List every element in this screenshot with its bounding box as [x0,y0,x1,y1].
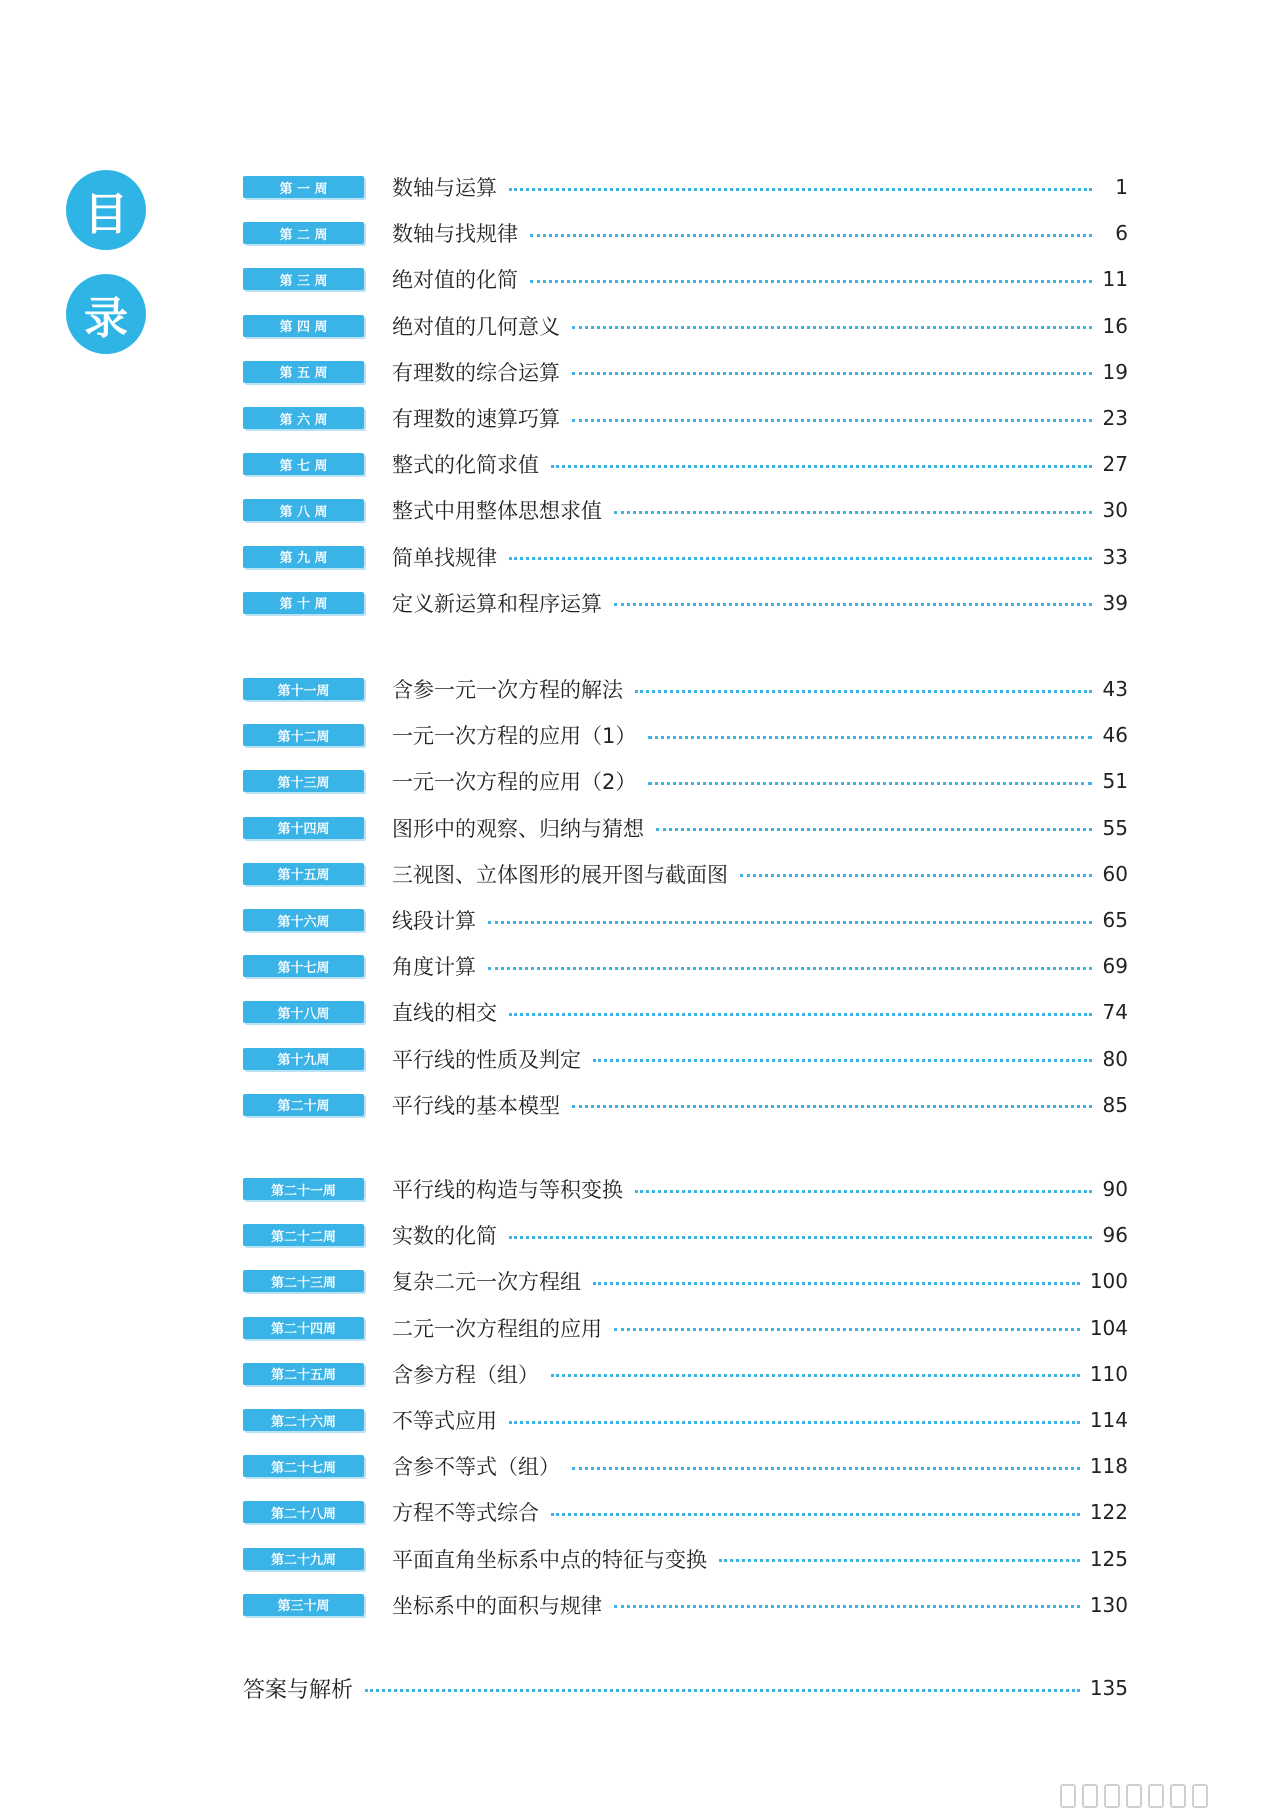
toc-entry[interactable] [243,1359,1128,1389]
toc-entry[interactable] [243,588,1128,618]
dot-leader [572,372,1092,375]
toc-entry[interactable] [243,674,1128,704]
dot-leader [719,1559,1080,1562]
entry-title: 平行线的构造与等积变换 [392,1178,623,1202]
week-badge: 第十一周 [243,678,364,700]
week-badge: 第十二周 [243,724,364,746]
entry-title: 含参不等式（组） [392,1455,560,1480]
dot-leader [648,782,1092,785]
entry-title: 平行线的性质及判定 [392,1047,581,1072]
entry-title: 平面直角坐标系中点的特征与变换 [392,1547,707,1572]
dot-leader [593,1059,1092,1062]
entry-title: 整式中用整体思想求值 [392,499,602,524]
toc-entry[interactable] [243,495,1128,525]
page-number: 16 [1102,313,1128,338]
week-badge: 第 一 周 [243,176,364,198]
toc-entry[interactable] [243,172,1128,202]
week-badge: 第二十九周 [243,1548,364,1570]
page-number: 55 [1102,815,1128,840]
dot-leader [509,557,1092,560]
page-number: 104 [1089,1315,1128,1340]
page-number: 122 [1089,1500,1128,1525]
toc-entry[interactable] [243,264,1128,294]
entry-title: 含参一元一次方程的解法 [392,678,623,702]
page-number: 43 [1102,677,1128,701]
dot-leader [551,1374,1080,1377]
week-badge: 第 十 周 [243,592,364,614]
dot-leader [648,736,1092,739]
toc-entry[interactable] [243,720,1128,750]
toc-entry[interactable] [243,403,1128,433]
entry-title: 复杂二元一次方程组 [392,1270,581,1295]
entry-title: 方程不等式综合 [392,1501,539,1526]
entry-title: 直线的相交 [392,1001,497,1026]
entry-title: 实数的化简 [392,1224,497,1249]
entry-title: 整式的化简求值 [392,453,539,478]
page-number: 110 [1089,1361,1128,1386]
page-number: 19 [1102,359,1128,384]
page-number: 23 [1102,406,1128,430]
entry-title: 简单找规律 [392,545,497,570]
week-badge: 第 七 周 [243,453,364,475]
page-number: 130 [1089,1592,1128,1617]
week-badge: 第 三 周 [243,268,364,290]
dot-leader [572,1467,1080,1470]
entry-title: 线段计算 [392,909,476,933]
toc-entry[interactable] [243,1220,1128,1250]
week-badge: 第十八周 [243,1001,364,1023]
toc-entry[interactable] [243,859,1128,889]
page-number: 85 [1102,1092,1128,1117]
dot-leader [509,188,1092,191]
dot-leader [530,234,1092,237]
dot-leader [551,465,1092,468]
week-badge: 第 四 周 [243,315,364,337]
week-badge: 第二十周 [243,1094,364,1116]
toc-entry[interactable] [243,1044,1128,1074]
toc-title-char-2: 录 [66,274,146,354]
page-number: 65 [1102,908,1128,932]
dot-leader [509,1013,1092,1016]
toc-entry[interactable] [243,1313,1128,1343]
page-number: 51 [1102,769,1128,794]
entry-title: 有理数的速算巧算 [392,407,560,431]
entry-title: 图形中的观察、归纳与猜想 [392,816,644,841]
week-badge: 第二十七周 [243,1455,364,1477]
page-number: 27 [1102,452,1128,477]
entry-title: 二元一次方程组的应用 [392,1316,602,1341]
dot-leader [365,1689,1080,1692]
page-number: 100 [1089,1269,1128,1294]
toc-entry[interactable] [243,1174,1128,1204]
dot-leader [572,1105,1092,1108]
toc-entry[interactable] [243,1405,1128,1435]
toc-entry[interactable] [243,997,1128,1027]
page-number: 90 [1102,1177,1128,1201]
entry-title: 数轴与运算 [392,176,497,200]
answers-entry[interactable] [243,1673,1128,1703]
page-number: 39 [1102,590,1128,615]
dot-leader [509,1236,1092,1239]
toc-entry[interactable] [243,1544,1128,1574]
week-badge: 第二十二周 [243,1224,364,1246]
dot-leader [614,511,1092,514]
dot-leader [530,280,1092,283]
dot-leader [614,1605,1080,1608]
week-badge: 第十五周 [243,863,364,885]
toc-entry[interactable] [243,905,1128,935]
toc-entry[interactable] [243,1090,1128,1120]
toc-entry[interactable] [243,813,1128,843]
watermark-stamp-icon [1060,1782,1250,1808]
page-number: 69 [1102,954,1128,979]
toc-entry[interactable] [243,1451,1128,1481]
toc-entry[interactable] [243,1497,1128,1527]
toc-entry[interactable] [243,1590,1128,1620]
week-badge: 第 六 周 [243,407,364,429]
answers-page-number: 135 [1089,1676,1128,1700]
week-badge: 第二十八周 [243,1501,364,1523]
week-badge: 第 八 周 [243,499,364,521]
dot-leader [572,419,1092,422]
week-badge: 第二十六周 [243,1409,364,1431]
toc-entry[interactable] [243,311,1128,341]
dot-leader [593,1282,1080,1285]
week-badge: 第二十三周 [243,1270,364,1292]
dot-leader [614,1328,1080,1331]
toc-entry[interactable] [243,449,1128,479]
entry-title: 不等式应用 [392,1409,497,1433]
toc-entry[interactable] [243,542,1128,572]
entry-title: 角度计算 [392,955,476,980]
entry-title: 定义新运算和程序运算 [392,591,602,616]
toc-entry[interactable] [243,951,1128,981]
page-number: 96 [1102,1223,1128,1248]
week-badge: 第 二 周 [243,222,364,244]
dot-leader [551,1513,1080,1516]
page-number: 30 [1102,498,1128,523]
page-number: 74 [1102,1000,1128,1025]
page-number: 11 [1102,267,1128,292]
entry-title: 含参方程（组） [392,1362,539,1387]
entry-title: 数轴与找规律 [392,222,518,247]
page-number: 33 [1102,544,1128,569]
entry-title: 绝对值的化简 [392,268,518,293]
toc-entry[interactable] [243,766,1128,796]
dot-leader [614,603,1092,606]
entry-title: 坐标系中的面积与规律 [392,1593,602,1618]
answers-title: 答案与解析 [243,1677,354,1703]
week-badge: 第二十四周 [243,1317,364,1339]
entry-title: 一元一次方程的应用（1） [392,724,637,749]
dot-leader [488,967,1092,970]
dot-leader [740,874,1092,877]
week-badge: 第十三周 [243,770,364,792]
week-badge: 第 五 周 [243,361,364,383]
toc-entry[interactable] [243,357,1128,387]
entry-title: 一元一次方程的应用（2） [392,770,637,795]
week-badge: 第 九 周 [243,546,364,568]
toc-entry[interactable] [243,1266,1128,1296]
toc-title-char-1: 目 [66,170,146,250]
dot-leader [509,1421,1080,1424]
entry-title: 三视图、立体图形的展开图与截面图 [392,862,728,887]
dot-leader [635,690,1092,693]
page-number: 6 [1115,221,1128,246]
week-badge: 第十七周 [243,955,364,977]
dot-leader [635,1190,1092,1193]
entry-title: 有理数的综合运算 [392,360,560,385]
dot-leader [656,828,1092,831]
week-badge: 第十六周 [243,909,364,931]
dot-leader [572,326,1092,329]
entry-title: 平行线的基本模型 [392,1093,560,1118]
toc-entry[interactable] [243,218,1128,248]
week-badge: 第三十周 [243,1594,364,1616]
page-number: 60 [1102,861,1128,886]
page-number: 125 [1089,1546,1128,1571]
dot-leader [488,921,1092,924]
week-badge: 第二十五周 [243,1363,364,1385]
week-badge: 第十四周 [243,817,364,839]
entry-title: 绝对值的几何意义 [392,314,560,339]
page-number: 80 [1102,1046,1128,1071]
page-number: 46 [1102,723,1128,748]
week-badge: 第二十一周 [243,1178,364,1200]
page-number: 118 [1089,1454,1128,1479]
week-badge: 第十九周 [243,1048,364,1070]
page-number: 114 [1089,1408,1128,1432]
page-number: 1 [1115,175,1128,199]
